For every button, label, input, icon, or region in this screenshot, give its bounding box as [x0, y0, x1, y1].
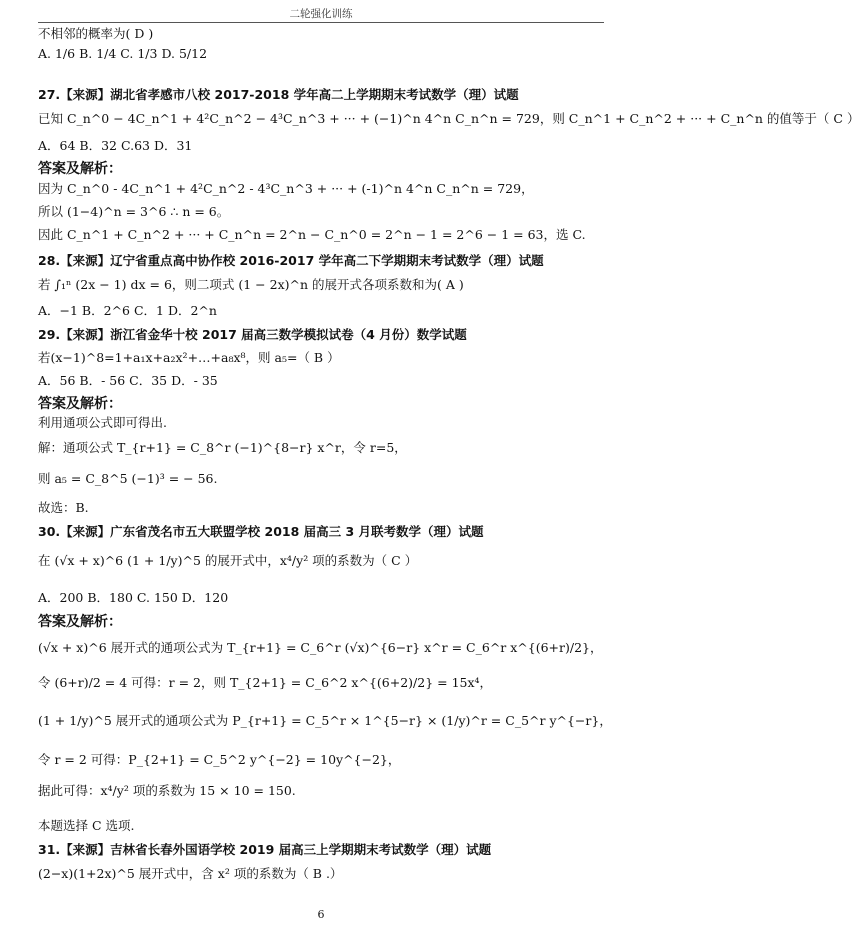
q30-options: A．200 B．180 C. 150 D．120 [38, 590, 229, 605]
q27-options: A．64 B．32 C.63 D．31 [38, 138, 193, 153]
q29-source: 29.【来源】浙江省金华十校 2017 届高三数学模拟试卷（4 月份）数学试题 [38, 327, 467, 342]
q30-solution-line-2: 令 (6+r)/2 = 4 可得：r = 2，则 T_{2+1} = C_6^2 x^{(6+2)/2} = 15x⁴， [38, 675, 493, 690]
q30-source: 30.【来源】广东省茂名市五大联盟学校 2018 届高三 3 月联考数学（理）试题 [38, 524, 484, 539]
q29-solution-line-2: 解：通项公式 T_{r+1} = C_8^r (−1)^{8−r} x^r，令 r=5， [38, 440, 407, 455]
q31-source: 31.【来源】吉林省长春外国语学校 2019 届高三上学期期末考试数学（理）试题 [38, 842, 492, 857]
header-rule [38, 22, 604, 23]
q27-source: 27.【来源】湖北省孝感市八校 2017-2018 学年高二上学期期末考试数学（理）试题 [38, 87, 519, 102]
q29-solution-line-3: 则 a₅ = C_8^5 (−1)³ = − 56. [38, 471, 218, 486]
q30-solution-line-3: (1 + 1/y)^5 展开式的通项公式为 P_{r+1} = C_5^r × 1^{5−r} × (1/y)^r = C_5^r y^{−r}， [38, 713, 612, 728]
q27-solution-line-3: 因此 C_n^1 + C_n^2 + ··· + C_n^n = 2^n − C_n^0 = 2^n − 1 = 2^6 − 1 = 63，选 C. [38, 227, 586, 242]
q28-question: 若 ∫₁ⁿ (2x − 1) dx = 6，则二项式 (1 − 2x)^n 的展开式各项系数和为( A ) [38, 277, 464, 292]
q27-solution-heading: 答案及解析： [38, 161, 122, 177]
q29-solution-line-4: 故选：B. [38, 500, 89, 515]
q30-solution-line-1: (√x + x)^6 展开式的通项公式为 T_{r+1} = C_6^r (√x)^{6−r} x^r = C_6^r x^{(6+r)/2}， [38, 640, 603, 655]
q29-solution-line-1: 利用通项公式即可得出. [38, 415, 167, 430]
q31-question: (2−x)(1+2x)^5 展开式中，含 x² 项的系数为（ B .） [38, 866, 343, 881]
q27-question: 已知 C_n^0 − 4C_n^1 + 4²C_n^2 − 4³C_n^3 + ··· + (−1)^n 4^n C_n^n = 729，则 C_n^1 + C_n^2 + ··· + C_n^n 的值等于（ C ） [38, 111, 859, 126]
q26-options: A. 1/6 B. 1/4 C. 1/3 D. 5/12 [38, 46, 208, 61]
q30-solution-line-6: 本题选择 C 选项. [38, 818, 135, 833]
running-header: 二轮强化训练 [289, 8, 353, 20]
q27-solution-line-2: 所以 (1−4)^n = 3^6 ∴ n = 6。 [38, 204, 230, 219]
q29-options: A．56 B．- 56 C．35 D．- 35 [38, 373, 218, 388]
q29-solution-heading: 答案及解析： [38, 396, 122, 412]
q26-answer-line: 不相邻的概率为( D ) [38, 26, 154, 41]
q27-solution-line-1: 因为 C_n^0 - 4C_n^1 + 4²C_n^2 - 4³C_n^3 + ··· + (-1)^n 4^n C_n^n = 729， [38, 181, 534, 196]
q30-solution-line-5: 据此可得：x⁴/y² 项的系数为 15 × 10 = 150. [38, 783, 296, 798]
q28-source: 28.【来源】辽宁省重点高中协作校 2016-2017 学年高二下学期期末考试数学（理）试题 [38, 253, 544, 268]
q29-question: 若(x−1)^8=1+a₁x+a₂x²+…+a₈x⁸，则 a₅=（ B ） [38, 350, 340, 365]
page-number: 6 [317, 908, 325, 921]
q30-question: 在 (√x + x)^6 (1 + 1/y)^5 的展开式中，x⁴/y² 项的系数为（ C ） [38, 553, 418, 568]
q30-solution-line-4: 令 r = 2 可得：P_{2+1} = C_5^2 y^{−2} = 10y^{−2}， [38, 752, 401, 767]
q30-solution-heading: 答案及解析： [38, 614, 122, 630]
q28-options: A．−1 B．2^6 C．1 D．2^n [38, 303, 217, 318]
